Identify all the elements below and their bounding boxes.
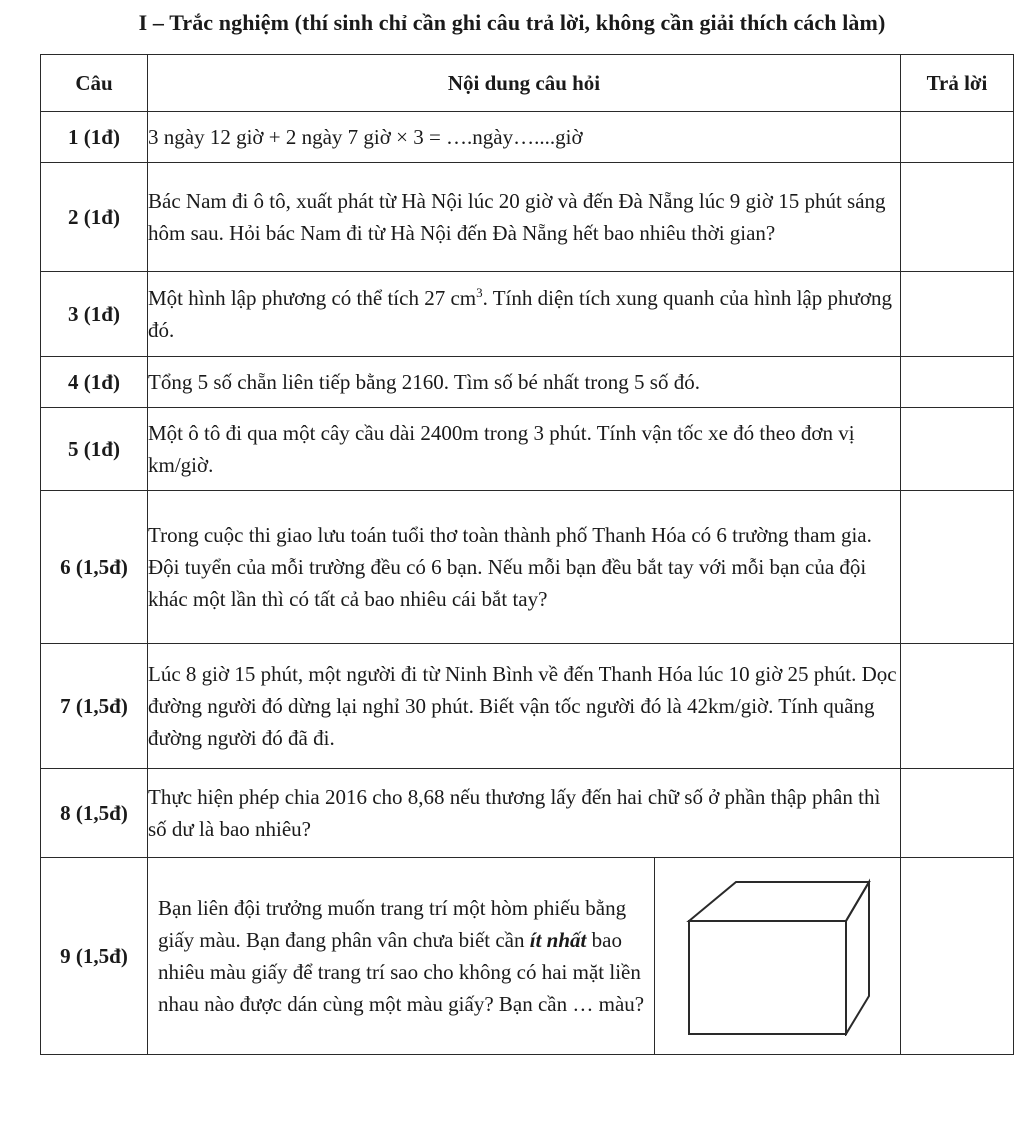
table-row [41, 408, 1014, 491]
answer-cell[interactable] [901, 858, 1014, 1055]
table-row [41, 644, 1014, 769]
question-text-part: Bạn liên đội trưởng muốn trang trí một hòm phiếu bằng giấy màu. Bạn đang phân vân chưa biết cần [158, 896, 627, 952]
table-header-row [41, 55, 1014, 112]
header-answer: Trả lời [901, 55, 1014, 112]
question-number: 6 (1,5đ) [41, 491, 148, 644]
question-number: 2 (1đ) [41, 163, 148, 272]
question-number: 5 (1đ) [41, 408, 148, 491]
question-number: 9 (1,5đ) [41, 858, 148, 1055]
answer-cell[interactable] [901, 491, 1014, 644]
question-text: Lúc 8 giờ 15 phút, một người đi từ Ninh Bình về đến Thanh Hóa lúc 10 giờ 25 phút. Dọc đường người đó dừng lại nghỉ 30 phút. Biết vận tốc người đó là 42km/giờ. Tính quãng đường người đó đã đi. [148, 644, 901, 769]
section-heading: I – Trắc nghiệm (thí sinh chỉ cần ghi câu trả lời, không cần giải thích cách làm) [138, 10, 886, 35]
table-row [41, 112, 1014, 163]
header-question-number: Câu [41, 55, 148, 112]
header-question-content: Nội dung câu hỏi [148, 55, 901, 112]
question-number: 1 (1đ) [41, 112, 148, 163]
question-text [148, 858, 655, 1054]
table-row [41, 858, 1014, 1055]
table-row [41, 491, 1014, 644]
answer-cell[interactable] [901, 272, 1014, 357]
question-number: 7 (1,5đ) [41, 644, 148, 769]
table-row [41, 163, 1014, 272]
answer-cell[interactable] [901, 163, 1014, 272]
table-row [41, 769, 1014, 858]
question-number: 8 (1,5đ) [41, 769, 148, 858]
ballot-box-figure [655, 858, 900, 1054]
question-number: 4 (1đ) [41, 357, 148, 408]
answer-cell[interactable] [901, 408, 1014, 491]
question-text: Một ô tô đi qua một cây cầu dài 2400m trong 3 phút. Tính vận tốc xe đó theo đơn vị km/giờ. [148, 408, 901, 491]
question-text: Tổng 5 số chẵn liên tiếp bằng 2160. Tìm số bé nhất trong 5 số đó. [148, 357, 901, 408]
question-text-part: bao nhiêu màu giấy để trang trí sao cho không có hai mặt liền nhau nào được dán cùng một màu giấy? Bạn cần … màu? [158, 928, 645, 1016]
question-text [148, 272, 901, 357]
quiz-table [40, 54, 1014, 1055]
answer-cell[interactable] [901, 357, 1014, 408]
question-text: Bác Nam đi ô tô, xuất phát từ Hà Nội lúc 20 giờ và đến Đà Nẵng lúc 9 giờ 15 phút sáng hôm sau. Hỏi bác Nam đi từ Hà Nội đến Đà Nẵng hết bao nhiêu thời gian? [148, 163, 901, 272]
question-text-part: . Tính diện tích xung quanh của hình lập phương đó. [148, 286, 892, 342]
emphasized-text: ít nhất [529, 928, 587, 952]
question-content-with-figure [148, 858, 901, 1055]
question-number: 3 (1đ) [41, 272, 148, 357]
table-row [41, 357, 1014, 408]
question-text: Thực hiện phép chia 2016 cho 8,68 nếu thương lấy đến hai chữ số ở phần thập phân thì số dư là bao nhiêu? [148, 769, 901, 858]
answer-cell[interactable] [901, 112, 1014, 163]
question-text-part: Một hình lập phương có thể tích 27 cm [148, 286, 477, 310]
answer-cell[interactable] [901, 644, 1014, 769]
superscript-exponent: 3 [476, 285, 483, 300]
question-text: 3 ngày 12 giờ + 2 ngày 7 giờ × 3 = ….ngày…....giờ [148, 112, 901, 163]
question-text: Trong cuộc thi giao lưu toán tuổi thơ toàn thành phố Thanh Hóa có 6 trường tham gia. Đội tuyển của mỗi trường đều có 6 bạn. Nếu mỗi bạn đều bắt tay với mỗi bạn của đội khác một lần thì có tất cả bao nhiêu cái bắt tay? [148, 491, 901, 644]
table-row [41, 272, 1014, 357]
cube-outline-icon [683, 876, 873, 1036]
answer-cell[interactable] [901, 769, 1014, 858]
